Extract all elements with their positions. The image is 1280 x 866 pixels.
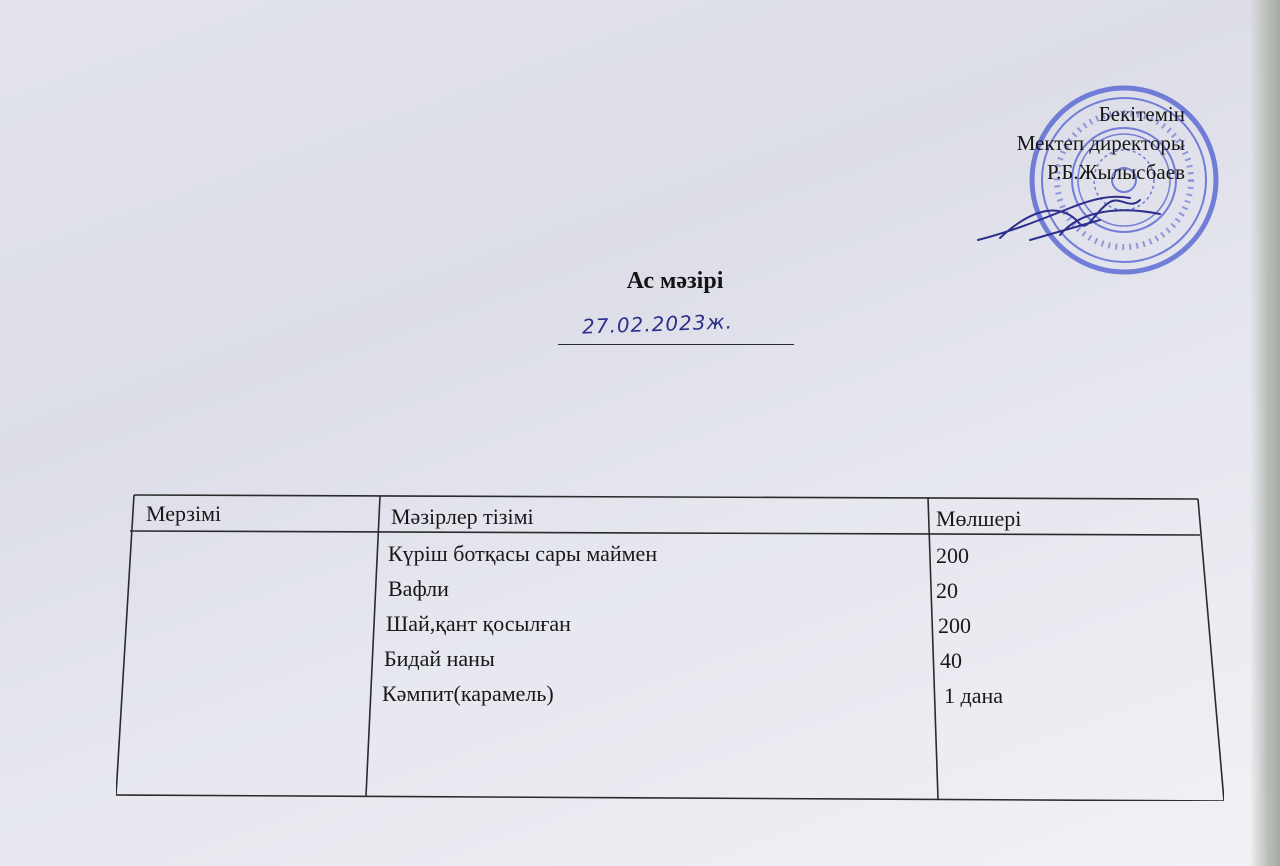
column-header-date: Мерзімі <box>146 501 222 526</box>
menu-table <box>116 491 1224 801</box>
menu-item: Шай,қант қосылған <box>386 611 571 636</box>
menu-amount: 200 <box>938 613 971 638</box>
menu-item: Вафли <box>388 576 449 601</box>
menu-item: Бидай наны <box>384 646 495 671</box>
page-title: Ас мәзірі <box>626 268 724 294</box>
handwritten-date: 27.02.2023ж. <box>581 309 734 339</box>
table-grid <box>116 491 1224 801</box>
approval-block <box>900 100 1185 187</box>
menu-amount: 40 <box>940 648 962 673</box>
column-header-amount: Мөлшері <box>936 506 1022 531</box>
approval-name: Р.Б.Жылысбаев <box>1047 160 1185 184</box>
signature-icon <box>970 180 1170 250</box>
date-field <box>558 308 794 345</box>
menu-item: Күріш ботқасы сары маймен <box>388 541 658 566</box>
column-header-menu: Мәзірлер тізімі <box>391 504 534 529</box>
menu-amounts-list <box>936 538 1003 713</box>
menu-amount: 20 <box>936 578 958 603</box>
menu-amount: 200 <box>936 543 969 568</box>
menu-item: Кәмпит(карамель) <box>382 681 554 706</box>
menu-amount: 1 дана <box>944 683 1003 708</box>
approval-heading: Бекітемін <box>1098 102 1185 126</box>
menu-items-list <box>384 536 657 711</box>
page-edge-background <box>1250 0 1280 866</box>
approval-position: Мектеп директоры <box>1016 131 1185 155</box>
